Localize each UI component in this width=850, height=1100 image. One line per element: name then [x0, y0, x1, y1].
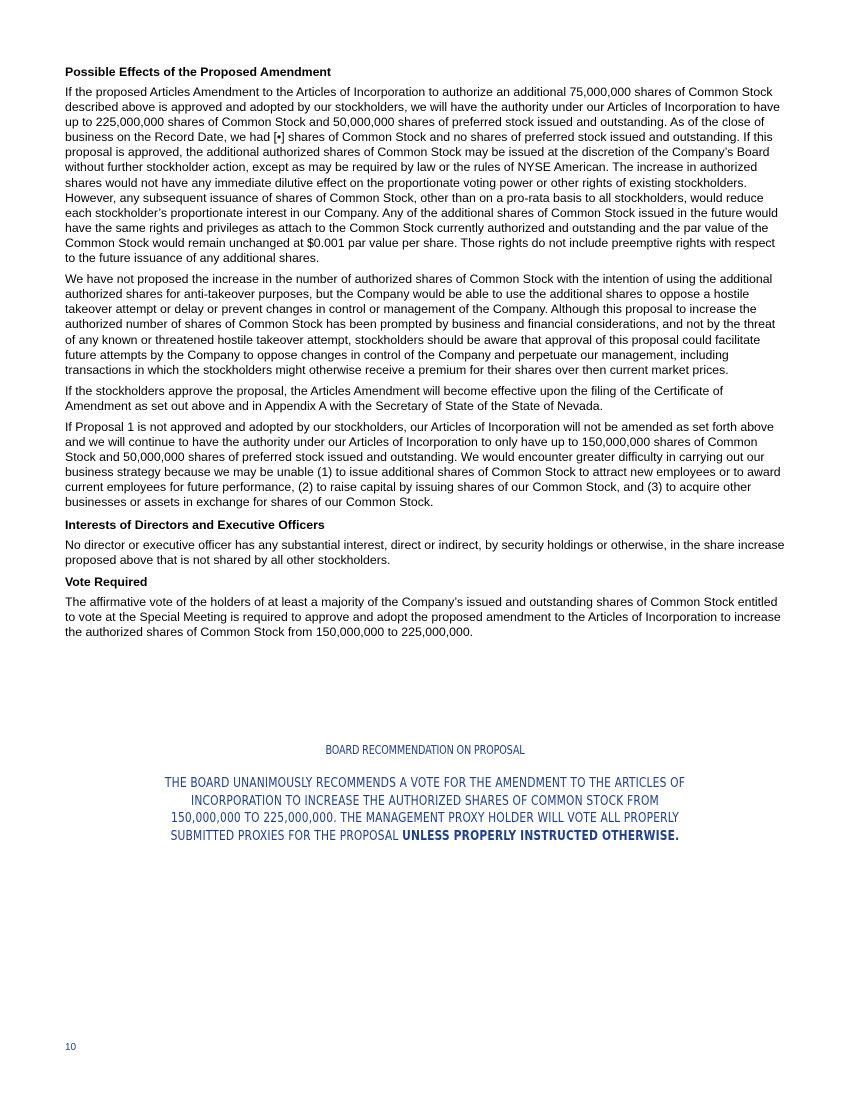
paragraph-effects-1: If the proposed Articles Amendment to the Articles of Incorporation to authorize an additional 75,000,000 shares of Common Stock described above is approved and adopted by our stockholders, we will have the authority under our Articles of Incorporation to have up to 225,000,000 shares of Common Stock and 50,000,000 shares of preferred stock issued and outstanding. As of the close of business on the Record Date, we had [•] shares of Common Stock and no shares of preferred stock issued and outstanding. If this proposal is approved, the additional authorized shares of Common Stock may be issued at the discretion of the Company’s Board without further stockholder action, except as may be required by law or the rules of NYSE American. The increase in authorized shares would not have any immediate dilutive effect on the proportionate voting power or other rights of existing stockholders. However, any subsequent issuance of shares of Common Stock, other than on a pro-rata basis to all stockholders, would reduce each stockholder’s proportionate interest in our Company. Any of the additional shares of Common Stock issued in the future would have the same rights and privileges as attach to the Common Stock currently authorized and outstanding and the par value of the Common Stock would remain unchanged at $0.001 par value per share. Those rights do not include preemptive rights with respect to the future issuance of any additional shares. [65, 85, 781, 266]
recommendation-body-tail: UNLESS PROPERLY INSTRUCTED OTHERWISE. [402, 827, 680, 844]
paragraph-interests: No director or executive officer has any substantial interest, direct or indirect, by security holdings or otherwise, in the share increase proposed above that is not shared by all other stockholders. [65, 537, 785, 567]
paragraph-effects-4: If Proposal 1 is not approved and adopted by our stockholders, our Articles of Incorporation will not be amended as set forth above and we will continue to have the authority under our Articles of Incorporation to only have up to 150,000,000 shares of Common Stock and 50,000,000 shares of preferred stock issued and outstanding. We would encounter greater difficulty in carrying out our business strategy because we may be unable (1) to issue additional shares of Common Stock to attract new employees or to award current employees for future performance, (2) to raise capital by issuing shares of our Common Stock, and (3) to acquire other businesses or assets in exchange for shares of our Common Stock. [65, 419, 781, 510]
section-heading-vote-required: Vote Required [65, 574, 148, 589]
page-number: 10 [65, 1042, 77, 1053]
section-heading-possible-effects: Possible Effects of the Proposed Amendment [65, 65, 332, 79]
paragraph-effects-2: We have not proposed the increase in the number of authorized shares of Common Stock with the intention of using the additional authorized shares for anti-takeover purposes, but the Company would be able to use the additional shares to oppose a hostile takeover attempt or delay or prevent changes in control or management of the Company. Although this proposal to increase the authorized number of shares of Common Stock has been prompted by business and financial considerations, and not by the threat of any known or threatened hostile takeover attempt, stockholders should be aware that approval of this proposal could facilitate future attempts by the Company to oppose changes in control of the Company and perpetuate our management, including transactions in which the stockholders might otherwise receive a premium for their shares over then current market prices. [65, 272, 776, 377]
section-heading-interests: Interests of Directors and Executive Officers [65, 517, 325, 532]
paragraph-effects-3: If the stockholders approve the proposal, the Articles Amendment will become effective upon the filing of the Certificate of Amendment as set out above and in Appendix A with the Secretary of State of the State of Nevada. [65, 383, 724, 413]
board-recommendation-box [120, 742, 730, 845]
recommendation-body [157, 775, 694, 845]
paragraph-vote-required: The affirmative vote of the holders of at least a majority of the Company’s issued and outstanding shares of Common Stock entitled to vote at the Special Meeting is required to approve and adopt the proposed amendment to the Articles of Incorporation to increase the authorized shares of Common Stock from 150,000,000 to 225,000,000. [65, 594, 781, 639]
recommendation-title: BOARD RECOMMENDATION ON PROPOSAL [325, 742, 525, 757]
document-body [65, 64, 785, 646]
recommendation-body-main: THE BOARD UNANIMOUSLY RECOMMENDS A VOTE FOR THE AMENDMENT TO THE ARTICLES OF INCORPORATION TO INCREASE THE AUTHORIZED SHARES OF COMMON STOCK FROM 150,000,000 TO 225,000,000. THE MANAGEMENT PROXY HOLDER WILL VOTE ALL PROPERLY SUBMITTED PROXIES FOR THE PROPOSAL [164, 775, 686, 844]
